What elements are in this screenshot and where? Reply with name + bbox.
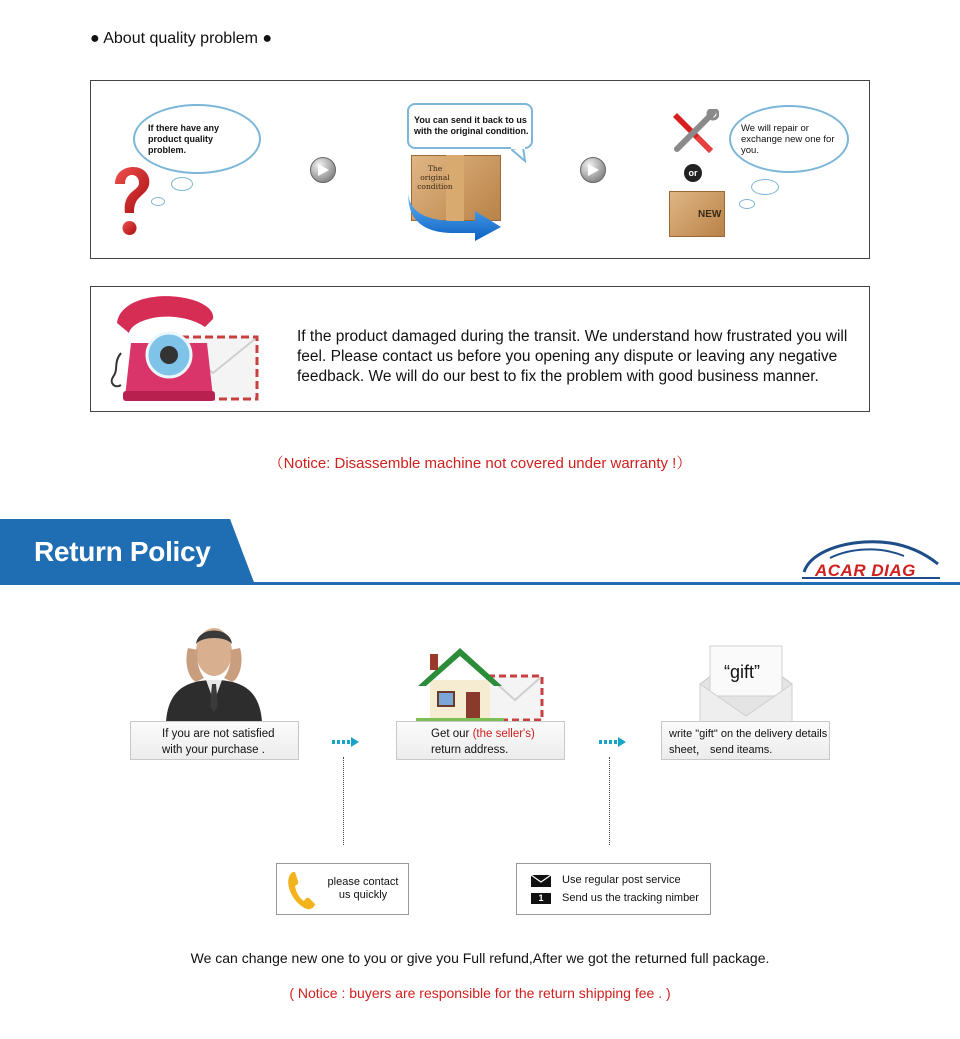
- new-label: NEW: [698, 209, 722, 220]
- question-mark-icon: [109, 166, 153, 240]
- return-step2-line1: [431, 726, 564, 742]
- return-step2-line2: return address.: [431, 744, 509, 756]
- frustrated-man-icon: [160, 622, 268, 722]
- return-step1-box: [130, 721, 299, 760]
- return-step2-prefix: Get our: [431, 728, 470, 740]
- return-step1-line1: If you are not satisfied: [162, 728, 275, 740]
- tracking-badge-label: 1: [538, 893, 544, 903]
- transit-box: [90, 286, 870, 412]
- bubble-tail-icon: [511, 143, 531, 163]
- contact-box: [276, 863, 409, 915]
- step2-text: You can send it back to us with the original condition.: [414, 115, 529, 136]
- warranty-notice: （Notice: Disassemble machine not covered under warranty !）: [268, 455, 692, 472]
- post-service-box: [516, 863, 711, 915]
- return-arrow-icon: [405, 183, 505, 241]
- step3-text: We will repair or exchange new one for you.: [741, 123, 835, 156]
- return-step3-line2: sheet， send iteams.: [669, 744, 773, 756]
- contact-text: [325, 876, 401, 902]
- post-line1: Use regular post service: [562, 874, 681, 886]
- or-label: or: [688, 168, 698, 178]
- next-arrow-icon: [310, 157, 336, 183]
- house-envelope-icon: [416, 644, 546, 724]
- return-step1-line2: with your purchase .: [162, 744, 265, 756]
- dotted-connector-2: [609, 757, 610, 845]
- transit-message: If the product damaged during the transit. We understand how frustrated you will feel. Please contact us before you opening any dispute or leaving any negative feedback. We will do our best to fix the problem with good business manner.: [297, 328, 848, 385]
- about-quality-title: ● About quality problem ●: [90, 30, 273, 47]
- phone-icon: [287, 870, 317, 910]
- dashed-arrow-icon-2: [599, 737, 626, 747]
- gift-label: “gift”: [724, 662, 760, 682]
- shipping-fee-notice: ( Notice : buyers are responsible for the return shipping fee . ): [289, 985, 671, 1001]
- repair-tools-icon: [669, 109, 719, 157]
- next-arrow-icon-2: [580, 157, 606, 183]
- brand-logo-text: ACAR DIAG: [815, 561, 916, 580]
- gift-envelope-icon: [698, 644, 794, 724]
- contact-line2: us quickly: [338, 889, 388, 901]
- return-policy-title: Return Policy: [34, 536, 211, 567]
- return-step3-line1: write "gift" on the delivery details: [669, 728, 828, 740]
- return-step2-seller: (the seller's): [472, 728, 535, 740]
- return-step2-box: [396, 721, 565, 760]
- telephone-envelope-icon: [109, 293, 261, 405]
- quality-flow-box: [90, 80, 870, 259]
- dashed-arrow-icon: [332, 737, 359, 747]
- or-badge: [684, 164, 702, 182]
- refund-statement: We can change new one to you or give you Full refund,After we got the returned full package.: [190, 950, 770, 966]
- mail-icon: [531, 875, 551, 887]
- tracking-number-badge: [531, 893, 551, 904]
- dotted-connector: [343, 757, 344, 845]
- step1-text: If there have any product quality problem.: [148, 123, 220, 155]
- contact-line1: please contact: [327, 876, 399, 888]
- post-line2: Send us the tracking nimber: [562, 892, 699, 904]
- return-step3-box: [661, 721, 830, 760]
- original-condition-label: The original condition: [417, 164, 453, 191]
